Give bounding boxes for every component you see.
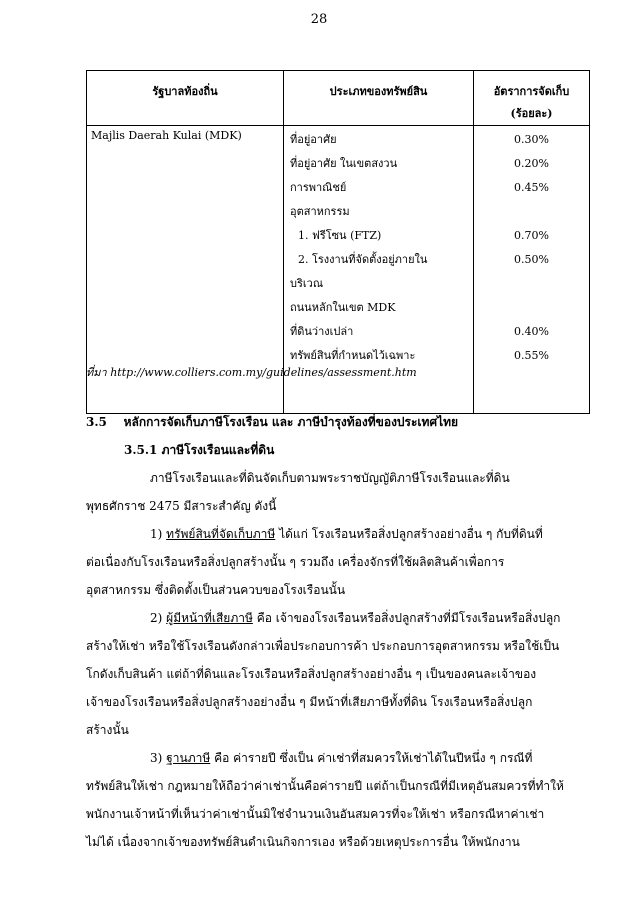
property-type: การพาณิชย์	[290, 181, 347, 194]
rate-value: 0.50%	[514, 253, 549, 266]
header-property-type: ประเภทของทรัพย์สิน	[284, 71, 474, 126]
rate-header-line1: อัตราการจัดเก็บ	[493, 85, 570, 98]
page-number: 28	[310, 12, 328, 27]
header-rate	[474, 71, 590, 126]
rate-value	[474, 272, 589, 296]
rate-value	[474, 296, 589, 320]
item-text: คือ ค่ารายปี ซึ่งเป็น ค่าเช่าที่สมควรให้เช่าได้ในปีหนึ่ง ๆ กรณีที่	[210, 751, 533, 765]
item-number: 1)	[150, 527, 163, 541]
item-1-line	[150, 525, 586, 544]
paragraph-line: สร้างนั้น	[86, 723, 129, 737]
paragraph-line: อุตสาหกรรม ซึ่งติดตั้งเป็นส่วนควบของโรงเรือนนั้น	[86, 583, 346, 597]
item-2-line	[150, 609, 586, 628]
paragraph-line: เจ้าของโรงเรือนหรือสิ่งปลูกสร้างอย่างอื่น ๆ มีหน้าที่เสียภาษีทั้งที่ดิน โรงเรือนหรือสิ่งปลูก	[86, 695, 533, 709]
item-text: คือ เจ้าของโรงเรือนหรือสิ่งปลูกสร้างที่มีโรงเรือนหรือสิ่งปลูก	[252, 611, 561, 625]
rate-value: 0.40%	[514, 325, 549, 338]
paragraph-line: ต่อเนื่องกับโรงเรือนหรือสิ่งปลูกสร้างนั้น ๆ รวมถึง เครื่องจักรที่ใช้ผลิตสินค้าเพื่อการ	[86, 555, 505, 569]
subsection-heading: 3.5.1 ภาษีโรงเรือนและที่ดิน	[124, 443, 275, 457]
rates-cell	[474, 126, 590, 414]
property-type: 2. โรงงานที่จัดตั้งอยู่ภายใน	[298, 253, 428, 266]
source-label: ที่มา	[86, 366, 107, 379]
paragraph-line: ไม่ได้ เนื่องจากเจ้าของทรัพย์สินดำเนินกิจการเอง หรือด้วยเหตุประการอื่น ให้พนักงาน	[86, 835, 520, 849]
rate-value: 0.70%	[514, 229, 549, 242]
source-citation	[86, 363, 417, 381]
rate-header-line2: (ร้อยละ)	[510, 107, 553, 120]
rate-value: 0.30%	[514, 133, 549, 146]
header-local-government: รัฐบาลท้องถิ่น	[87, 71, 284, 126]
item-text: ได้แก่ โรงเรือนหรือสิ่งปลูกสร้างอย่างอื่น ๆ กับที่ดินที่	[275, 527, 543, 541]
section-number: 3.5	[86, 415, 107, 429]
property-type: บริเวณ	[290, 277, 324, 290]
rate-value: 0.55%	[514, 349, 549, 362]
item-number: 2)	[150, 611, 163, 625]
section-title: หลักการจัดเก็บภาษีโรงเรือน และ ภาษีบำรุงท้องที่ของประเทศไทย	[123, 415, 459, 429]
rate-value: 0.20%	[514, 157, 549, 170]
rate-value	[474, 200, 589, 224]
item-number: 3)	[150, 751, 163, 765]
item-term: ผู้มีหน้าที่เสียภาษี	[166, 611, 253, 625]
paragraph-line: สร้างให้เช่า หรือใช้โรงเรือนดังกล่าวเพื่อประกอบการค้า ประกอบการอุตสาหกรรม หรือใช้เป็น	[86, 639, 560, 653]
paragraph-line: พุทธศักราช 2475 มีสาระสำคัญ ดังนี้	[86, 499, 277, 513]
property-type: ถนนหลักในเขต MDK	[290, 301, 396, 314]
item-3-line	[150, 749, 586, 768]
property-type: ที่ดินว่างเปล่า	[290, 325, 354, 338]
authority-name: Majlis Daerah Kulai (MDK)	[91, 129, 242, 142]
paragraph-line: ภาษีโรงเรือนและที่ดินจัดเก็บตามพระราชบัญญัติภาษีโรงเรือนและที่ดิน	[150, 471, 510, 485]
source-url: http://www.colliers.com.my/guidelines/assessment.htm	[110, 366, 417, 379]
item-term: ทรัพย์สินที่จัดเก็บภาษี	[166, 527, 276, 541]
property-type: 1. ฟรีโซน (FTZ)	[298, 229, 382, 242]
paragraph-line: โกดังเก็บสินค้า แต่ถ้าที่ดินและโรงเรือนหรือสิ่งปลูกสร้างอย่างอื่น ๆ เป็นของคนละเจ้าของ	[86, 667, 537, 681]
property-type: ที่อยู่อาศัย	[290, 133, 337, 146]
property-type: ทรัพย์สินที่กำหนดไว้เฉพาะ	[290, 349, 416, 362]
item-term: ฐานภาษี	[166, 751, 211, 765]
property-type: ที่อยู่อาศัย ในเขตสงวน	[290, 157, 398, 170]
rate-value: 0.45%	[514, 181, 549, 194]
paragraph-line: พนักงานเจ้าหน้าที่เห็นว่าค่าเช่านั้นมิใช่จำนวนเงินอันสมควรที่จะให้เช่า หรือกรณีหาค่าเช่า	[86, 807, 545, 821]
paragraph-line: ทรัพย์สินให้เช่า กฎหมายให้ถือว่าค่าเช่านั้นคือค่ารายปี แต่ถ้าเป็นกรณีที่มีเหตุอันสมควรที่ทำให้	[86, 779, 564, 793]
property-type: อุตสาหกรรม	[290, 205, 350, 218]
section-heading	[86, 413, 458, 432]
